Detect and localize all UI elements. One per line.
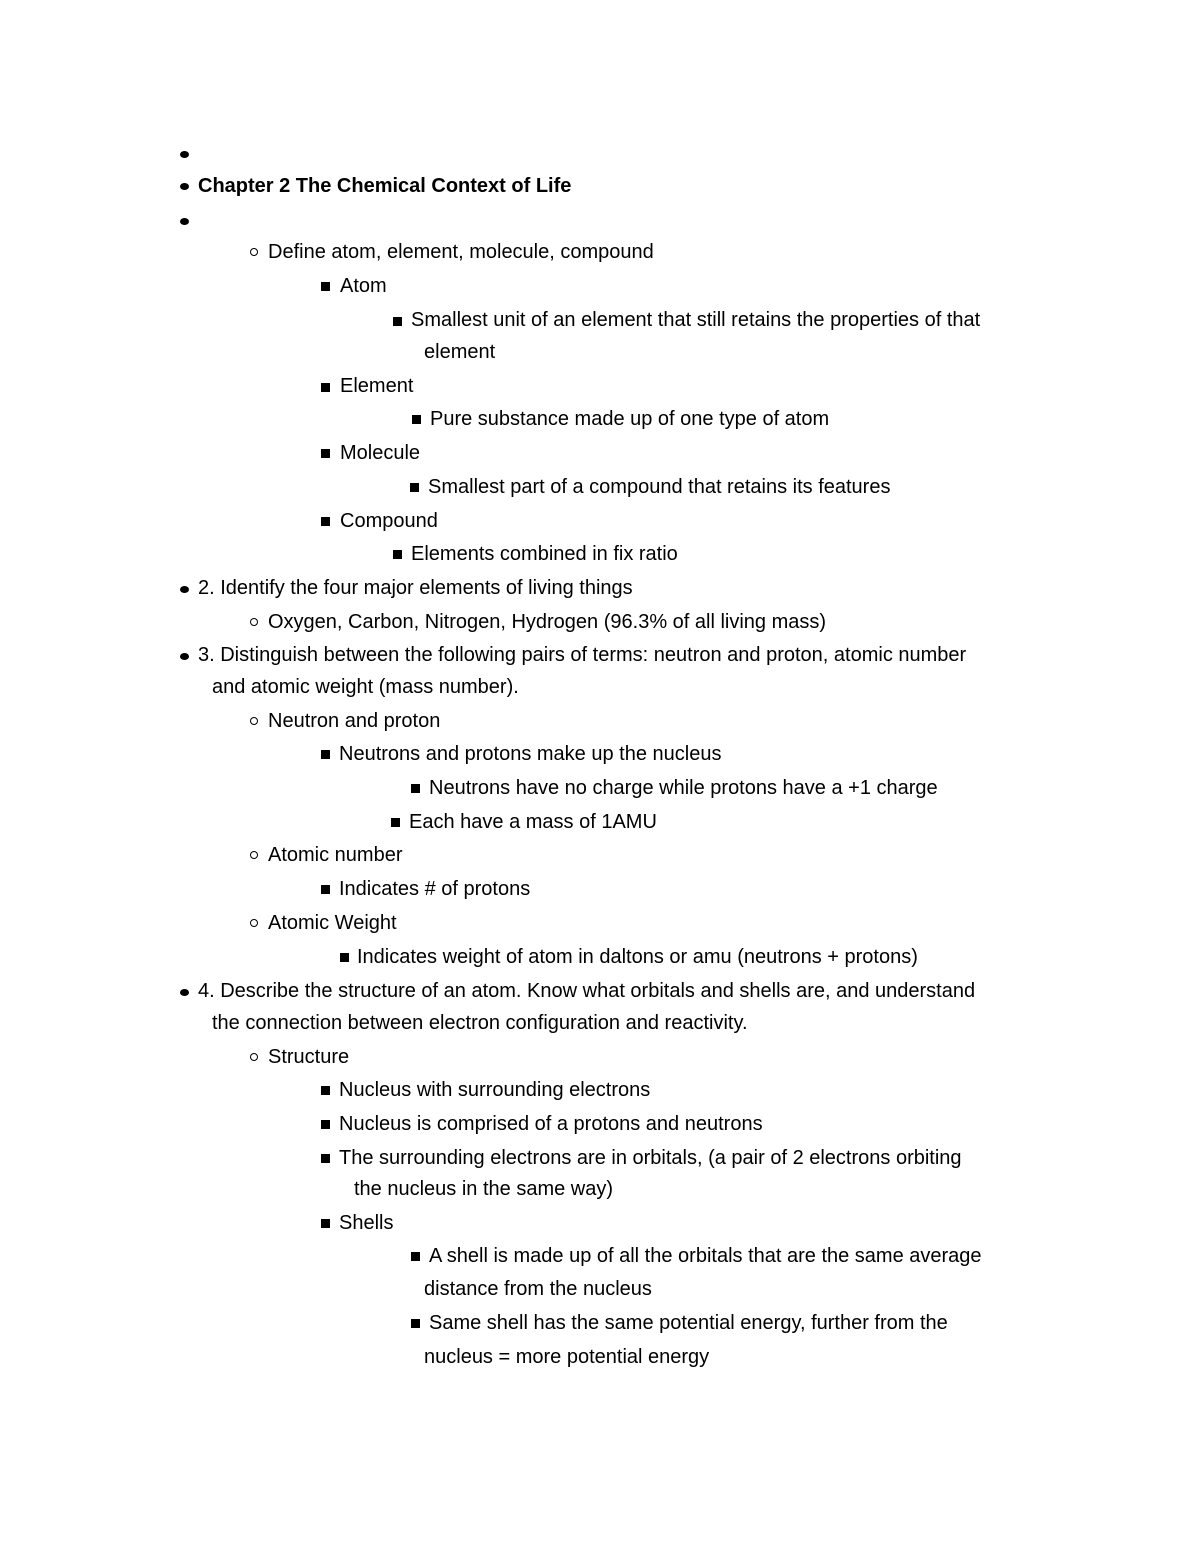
bullet-square-icon [340, 953, 349, 962]
bullet-circle-icon [250, 618, 258, 626]
bullet-square-icon [411, 1252, 420, 1261]
list-item: Same shell has the same potential energy, further from the [429, 1312, 948, 1334]
list-item: Shells [339, 1212, 394, 1234]
bullet-square-icon [321, 383, 330, 392]
list-item: Molecule [340, 442, 421, 464]
bullet-square-icon [411, 1319, 420, 1328]
bullet-square-icon [391, 818, 400, 827]
bullet-dot-icon [180, 151, 189, 158]
bullet-square-icon [393, 550, 402, 559]
bullet-square-icon [321, 885, 330, 894]
bullet-square-icon [321, 449, 330, 458]
bullet-dot-icon [180, 989, 189, 996]
bullet-square-icon [321, 282, 330, 291]
list-item: Compound [340, 510, 438, 532]
list-item: Nucleus is comprised of a protons and neutrons [339, 1113, 763, 1135]
list-item: Element [340, 375, 414, 397]
bullet-square-icon [412, 415, 421, 424]
list-item: nucleus = more potential energy [424, 1346, 710, 1368]
bullet-circle-icon [250, 248, 258, 256]
page-title: Chapter 2 The Chemical Context of Life [198, 175, 572, 197]
bullet-dot-icon [180, 218, 189, 225]
list-item: Pure substance made up of one type of atom [430, 408, 830, 430]
list-item: A shell is made up of all the orbitals that are the same average [429, 1245, 982, 1267]
list-item: Smallest part of a compound that retains its features [428, 476, 891, 498]
list-item: element [424, 341, 496, 363]
list-item: Smallest unit of an element that still retains the properties of that [411, 309, 981, 331]
list-item: Each have a mass of 1AMU [409, 811, 657, 833]
bullet-dot-icon [180, 183, 189, 190]
list-item: the connection between electron configuration and reactivity. [212, 1012, 748, 1034]
list-item: Atomic Weight [268, 912, 397, 934]
bullet-square-icon [321, 750, 330, 759]
list-item: and atomic weight (mass number). [212, 676, 519, 698]
list-item: Neutron and proton [268, 710, 441, 732]
list-item: Atom [340, 275, 387, 297]
list-item: Elements combined in fix ratio [411, 543, 678, 565]
list-item: distance from the nucleus [424, 1278, 652, 1300]
list-item: 3. Distinguish between the following pairs of terms: neutron and proton, atomic number [198, 644, 967, 666]
list-item: Structure [268, 1046, 350, 1068]
bullet-square-icon [410, 483, 419, 492]
list-item: 2. Identify the four major elements of living things [198, 577, 633, 599]
list-item: Indicates weight of atom in daltons or amu (neutrons + protons) [357, 946, 918, 968]
list-item: Neutrons have no charge while protons have a +1 charge [429, 777, 938, 799]
bullet-circle-icon [250, 717, 258, 725]
list-item: Atomic number [268, 844, 403, 866]
list-item: Oxygen, Carbon, Nitrogen, Hydrogen (96.3% of all living mass) [268, 611, 827, 633]
list-item: the nucleus in the same way) [354, 1178, 614, 1200]
bullet-square-icon [321, 1219, 330, 1228]
bullet-square-icon [321, 1120, 330, 1129]
bullet-square-icon [411, 784, 420, 793]
bullet-dot-icon [180, 653, 189, 660]
list-item: The surrounding electrons are in orbitals, (a pair of 2 electrons orbiting [339, 1147, 962, 1169]
bullet-circle-icon [250, 1053, 258, 1061]
list-item: Define atom, element, molecule, compound [268, 241, 654, 263]
bullet-square-icon [321, 1154, 330, 1163]
bullet-dot-icon [180, 586, 189, 593]
bullet-circle-icon [250, 919, 258, 927]
list-item: Neutrons and protons make up the nucleus [339, 743, 722, 765]
bullet-square-icon [393, 317, 402, 326]
bullet-square-icon [321, 1086, 330, 1095]
bullet-circle-icon [250, 851, 258, 859]
list-item: 4. Describe the structure of an atom. Know what orbitals and shells are, and understand [198, 980, 976, 1002]
list-item: Indicates # of protons [339, 878, 531, 900]
bullet-square-icon [321, 517, 330, 526]
list-item: Nucleus with surrounding electrons [339, 1079, 651, 1101]
